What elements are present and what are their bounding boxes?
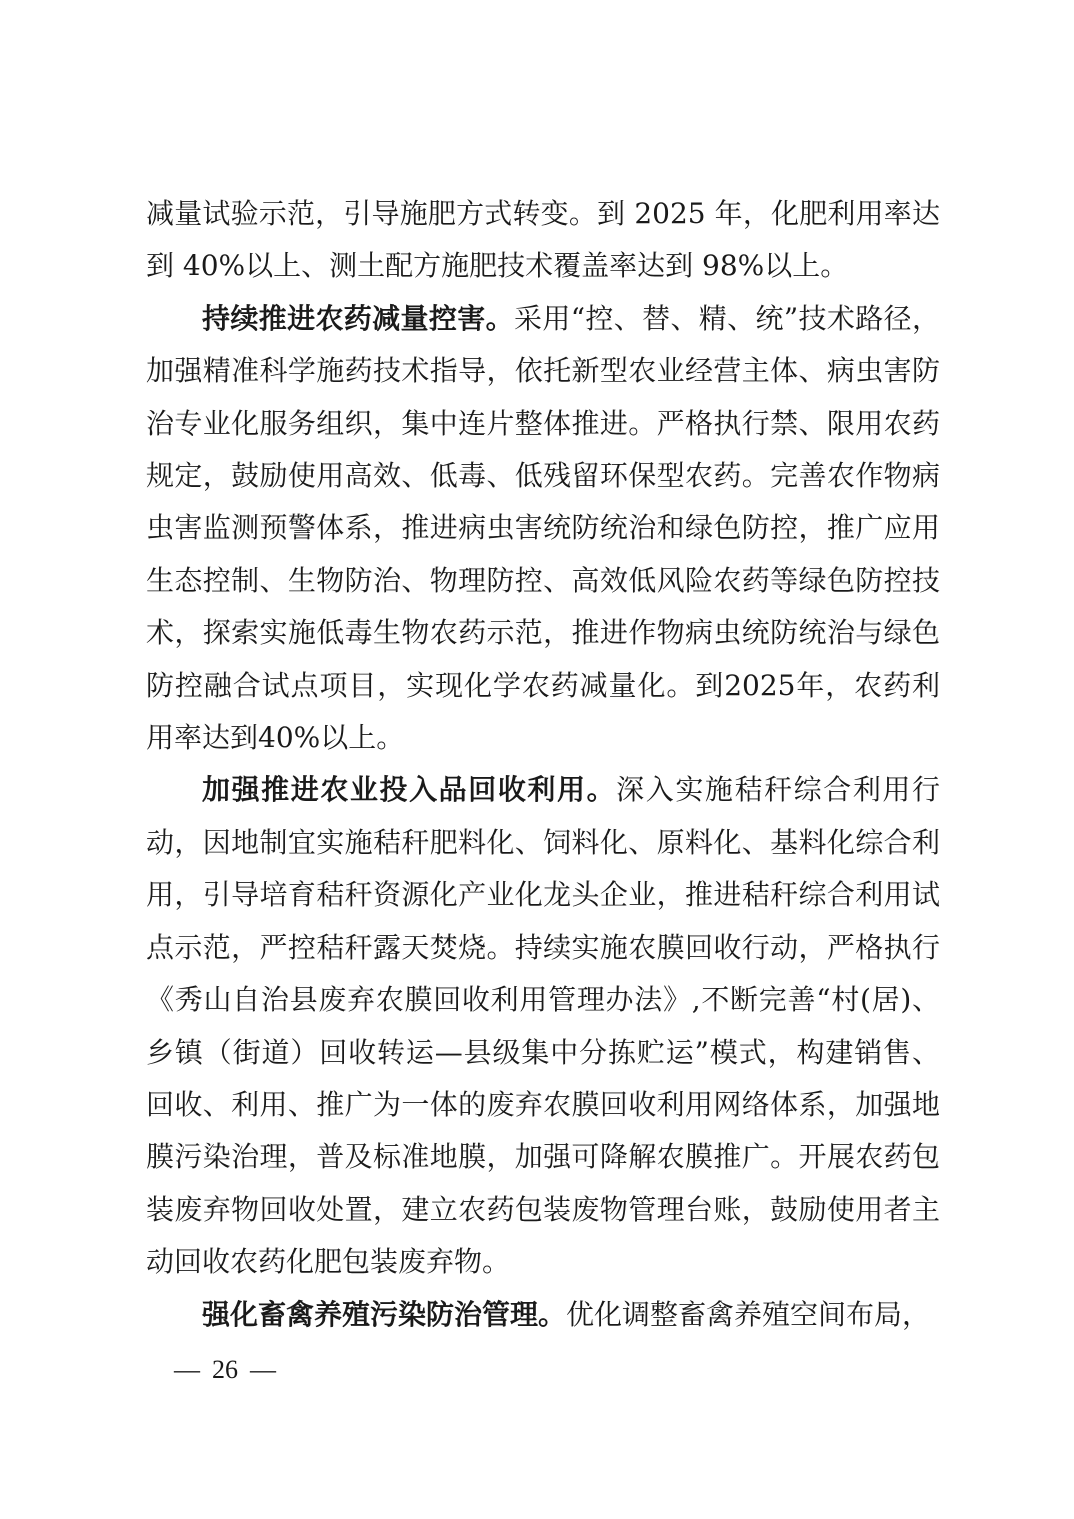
paragraph-heading: 持续推进农药减量控害。 bbox=[202, 301, 514, 335]
paragraph-pesticide-reduction bbox=[146, 293, 940, 765]
paragraph-text: 采用“控、替、精、统”技术路径，加强精准科学施药技术指导，依托新型农业经营主体、病虫害防治专业化服务组织，集中连片整体推进。严格执行禁、限用农药规定，鼓励使用高效、低毒、低残留环保型农药。完善农作物病虫害监测预警体系，推进病虫害统防统治和绿色防控，推广应用生态控制、生物防治、物理防控、高效低风险农药等绿色防控技术，探索实施低毒生物农药示范，推进作物病虫统防统治与绿色防控融合试点项目，实现化学农药减量化。到2025年，农药利用率达到40%以上。 bbox=[146, 301, 940, 755]
paragraph-text: 减量试验示范，引导施肥方式转变。到 2025 年，化肥利用率达到 40%以上、测土配方施肥技术覆盖率达到 98%以上。 bbox=[146, 197, 940, 283]
page-number: 26 bbox=[212, 1355, 238, 1384]
footer-dash-left: — bbox=[174, 1355, 200, 1384]
paragraph-text: 深入实施秸秆综合利用行动，因地制宜实施秸秆肥料化、饲料化、原料化、基料化综合利用，引导培育秸秆资源化产业化龙头企业，推进秸秆综合利用试点示范，严控秸秆露天焚烧。持续实施农膜回收行动，严格执行《秀山自治县废弃农膜回收利用管理办法》,不断完善“村(居)、乡镇（街道）回收转运—县级集中分拣贮运”模式，构建销售、回收、利用、推广为一体的废弃农膜回收利用网络体系，加强地膜污染治理，普及标准地膜，加强可降解农膜推广。开展农药包装废弃物回收处置，建立农药包装废物管理台账，鼓励使用者主动回收农药化肥包装废弃物。 bbox=[146, 773, 940, 1279]
page-footer bbox=[174, 1350, 276, 1390]
footer-dash-right: — bbox=[250, 1355, 276, 1384]
paragraph-fertilizer-continuation bbox=[146, 188, 940, 293]
body-text bbox=[146, 188, 940, 1341]
paragraph-livestock-pollution bbox=[146, 1289, 940, 1341]
paragraph-heading: 强化畜禽养殖污染防治管理。 bbox=[202, 1297, 567, 1331]
paragraph-heading: 加强推进农业投入品回收利用。 bbox=[202, 773, 617, 807]
paragraph-text: 优化调整畜禽养殖空间布局， bbox=[566, 1297, 931, 1331]
paragraph-input-recycling bbox=[146, 764, 940, 1288]
